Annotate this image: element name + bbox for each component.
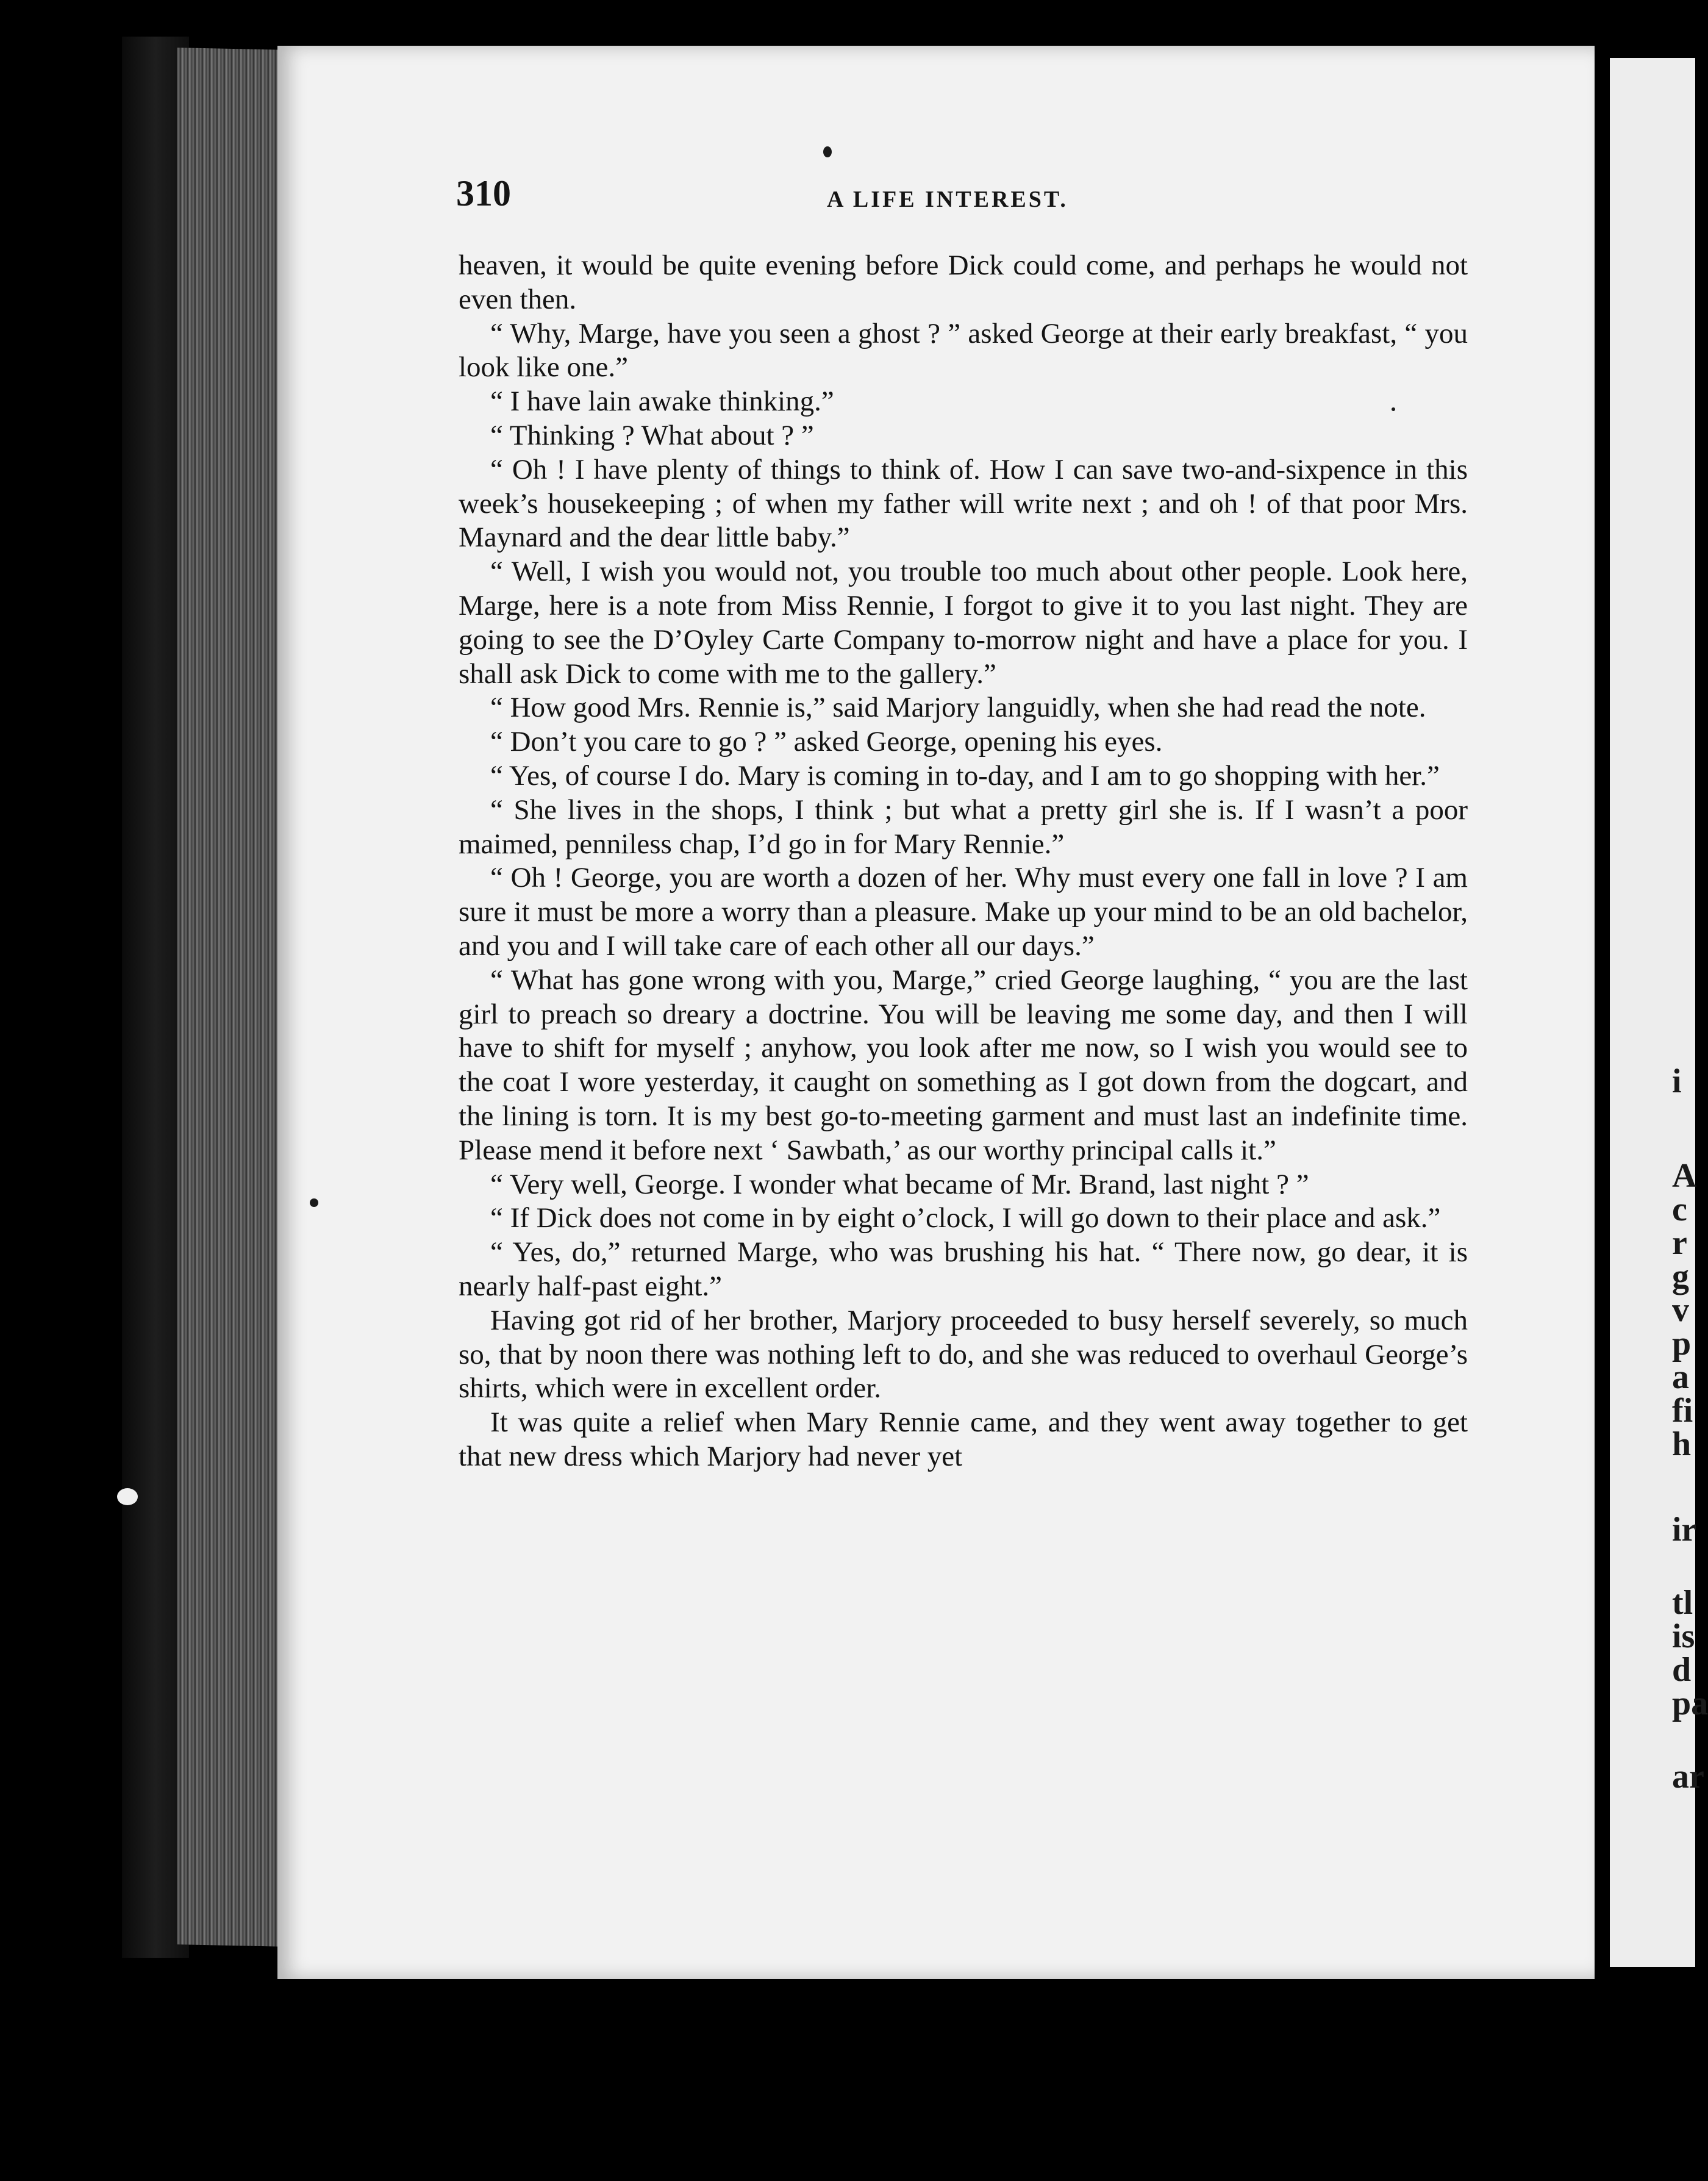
facing-page — [1610, 58, 1708, 1967]
paragraph: “ Yes, of course I do. Mary is coming in to-day, and I am to go shopping with her.” — [490, 759, 1440, 792]
ink-speck — [1392, 407, 1395, 411]
facing-page-fragment: a — [1672, 1358, 1689, 1396]
paragraph: heaven, it would be quite evening before Dick could come, and perhaps he would not even then. — [459, 249, 1468, 315]
paragraph: “ Thinking ? What about ? ” — [490, 419, 814, 451]
page-edges — [177, 48, 287, 1947]
page-number: 310 — [456, 173, 511, 213]
paragraph: “ I have lain awake thinking.” — [490, 385, 834, 418]
facing-page-fragment: g — [1672, 1258, 1689, 1295]
facing-page-fragment: d — [1672, 1651, 1692, 1689]
facing-page-fragment: fi — [1672, 1392, 1693, 1430]
paragraph: “ What has gone wrong with you, Marge,” cried George laughing, “ you are the last girl to preach so dreary a doctrine. You will be leaving me some day, and then I will have to shift for myself ; anyhow, you look after me now, so I wish you would see to the coat I wore yesterday, it caught on something as I got down from the dogcart, and the lining is torn. It is my best go-to-meeting garment and must last an indefinite time. Please mend it before next ‘ Sawbath,’ as our worthy principal calls it.” — [459, 964, 1468, 1166]
paragraph: “ Oh ! I have plenty of things to think of. How I can save two-and-sixpence in this week’s housekeeping ; of when my father will write next ; and oh ! of that poor Mrs. Maynard and the dear little baby.” — [459, 453, 1468, 554]
paragraph: “ Why, Marge, have you seen a ghost ? ” asked George at their early breakfast, “ you look like one.” — [459, 317, 1468, 384]
ink-speck — [310, 1198, 318, 1207]
paragraph: “ Oh ! George, you are worth a dozen of her. Why must every one fall in love ? I am sure it must be more a worry than a pleasure. Make up your mind to be an old bachelor, and you and I will take care of each other all our days.” — [459, 862, 1468, 962]
facing-page-fragment: tl — [1672, 1584, 1693, 1622]
running-title: A LIFE INTEREST. — [827, 187, 1068, 212]
facing-page-fragment: c — [1672, 1191, 1687, 1228]
ink-speck — [823, 146, 832, 157]
paragraph: “ If Dick does not come in by eight o’clock, I will go down to their place and ask.” — [490, 1202, 1441, 1234]
facing-page-fragment: i — [1672, 1062, 1682, 1100]
paragraph: “ Yes, do,” returned Marge, who was brushing his hat. “ There now, go dear, it is nearly half-past eight.” — [459, 1236, 1468, 1302]
facing-page-fragment: r — [1672, 1224, 1687, 1262]
facing-page-fragment: v — [1672, 1291, 1689, 1329]
facing-page-fragment: ar — [1672, 1758, 1704, 1796]
body-text — [459, 249, 1468, 1474]
paragraph: “ She lives in the shops, I think ; but what a pretty girl she is. If I wasn’t a poor maimed, penniless chap, I’d go in for Mary Rennie.” — [459, 793, 1468, 860]
facing-page-fragment: is — [1672, 1617, 1695, 1655]
paragraph: “ Very well, George. I wonder what became of Mr. Brand, last night ? ” — [490, 1168, 1309, 1200]
paragraph: Having got rid of her brother, Marjory proceeded to busy herself severely, so much so, that by noon there was nothing left to do, and she was reduced to overhaul George’s shirts, which were in excellent order. — [459, 1304, 1468, 1405]
facing-page-fragment: p — [1672, 1325, 1692, 1363]
facing-page-fragment: A — [1672, 1157, 1697, 1195]
paragraph: “ How good Mrs. Rennie is,” said Marjory languidly, when she had read the note. — [490, 692, 1426, 724]
paper-flaw — [117, 1488, 138, 1505]
facing-page-fragment: h — [1672, 1425, 1692, 1463]
paragraph: It was quite a relief when Mary Rennie came, and they went away together to get that new dress which Marjory had never yet — [459, 1406, 1468, 1472]
facing-page-fragment: ir — [1672, 1511, 1697, 1549]
paragraph: “ Well, I wish you would not, you trouble too much about other people. Look here, Marge, here is a note from Miss Rennie, I forgot to give it to you last night. They are going to see the D’Oyley Carte Company to-morrow night and have a place for you. I shall ask Dick to come with me to the gallery.” — [459, 556, 1468, 690]
paragraph: “ Don’t you care to go ? ” asked George, opening his eyes. — [490, 726, 1163, 758]
facing-page-fragment: pa — [1672, 1685, 1708, 1722]
page-header — [456, 173, 1109, 215]
